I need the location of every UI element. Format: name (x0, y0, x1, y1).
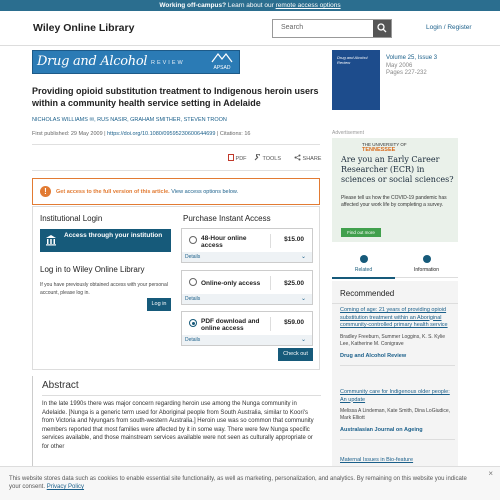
access-through-institution-button[interactable] (40, 229, 171, 252)
tools-label: TOOLS (262, 156, 281, 162)
institutional-login-heading: Institutional Login (40, 214, 103, 223)
university-logo (362, 142, 407, 153)
sidebar-tabs (332, 252, 458, 278)
recommended-item (340, 457, 455, 465)
tab-information[interactable] (395, 255, 458, 273)
wiley-login-text: If you have previously obtained access with your personal account, please log in. (40, 282, 168, 296)
page-range: Pages 227-232 (386, 70, 427, 76)
wiley-login-heading: Log in to Wiley Online Library (40, 265, 145, 274)
univ-name: TENNESSEE (362, 147, 396, 153)
recommended-authors: Bradley Freeburn, Summer Loggins, K. S. Kylie Lee, Katherine M. Conigrave (340, 333, 446, 347)
recommended-title-link[interactable]: Community care for Indigenous older people: An update (340, 389, 450, 403)
share-label: SHARE (302, 156, 322, 162)
purchase-option-online-only[interactable] (181, 270, 313, 305)
tools-button[interactable] (254, 154, 281, 162)
journal-cover[interactable] (332, 50, 380, 110)
recommended-item (340, 307, 455, 366)
purchase-option-pdf[interactable] (181, 311, 313, 346)
advertisement[interactable] (332, 138, 458, 242)
issue-date: May 2006 (386, 62, 413, 69)
recommended-title-link[interactable]: Maternal Issues in Bio-feature (340, 457, 414, 463)
remote-access-text: Learn about our (226, 2, 276, 9)
option-label: 48-Hour online access (201, 235, 247, 249)
search-button[interactable] (373, 20, 391, 37)
ad-question: Are you an Early Career Researcher (ECR) in sciences or social sciences? (341, 155, 454, 184)
option-details-toggle[interactable] (182, 252, 312, 262)
apsad-logo-icon (211, 53, 233, 63)
site-logo[interactable]: Wiley Online Library (33, 22, 135, 34)
first-published: First published: 29 May 2009 (32, 131, 103, 137)
univ-top: THE UNIVERSITY OF (362, 142, 407, 147)
pdf-label: PDF (235, 156, 247, 162)
article-meta: First published: 29 May 2009 | https://doi.org/10.1080/09595230600644699 | Citations: 16 (32, 131, 251, 137)
access-options-panel (32, 206, 320, 370)
search-icon (377, 23, 387, 33)
volume-issue-link[interactable]: Volume 25, Issue 3 (386, 55, 438, 61)
purchase-heading: Purchase Instant Access (183, 214, 271, 223)
recommended-heading: Recommended (340, 289, 395, 298)
access-notice-bold: Get access to the full version of this article. (56, 189, 170, 195)
tab-information-label: Information (413, 267, 439, 273)
details-label: Details (185, 296, 201, 302)
ad-text: Please tell us how the COVID-19 pandemic has affected your work life by completing a survey. (341, 195, 447, 208)
purchase-option-48-hour[interactable] (181, 228, 313, 263)
info-icon: ! (40, 186, 51, 197)
related-icon (360, 255, 368, 263)
institution-icon (45, 234, 57, 246)
abstract-section (32, 376, 320, 466)
institution-button-label: Access through your institution (64, 232, 163, 239)
login-register-link[interactable]: Login / Register (426, 24, 472, 31)
doi-link[interactable]: https://doi.org/10.1080/09595230600644699 (107, 131, 216, 137)
publisher-name: APSAD (213, 65, 231, 71)
cookie-banner (0, 466, 500, 500)
journal-banner-review: REVIEW (151, 60, 185, 66)
privacy-policy-link[interactable]: Privacy Policy (46, 484, 85, 490)
advertisement-label: Advertisement (332, 130, 364, 136)
chevron-down-icon: ⌄ (300, 337, 306, 343)
cookie-message: This website stores data such as cookies to enable essential site functionality, as well as marketing, personalization, and analytics. By remaining on this website you indicate your consent. (9, 476, 467, 490)
pdf-icon (228, 154, 234, 161)
close-icon[interactable]: × (488, 469, 493, 478)
article-authors[interactable]: NICHOLAS WILLIAMS ✉, RUS NASIR, GRAHAM SMITHER, STEVEN TROON (32, 117, 227, 123)
recommended-journal-link[interactable]: Drug and Alcohol Review (340, 352, 407, 359)
access-notice (32, 178, 320, 205)
chevron-down-icon: ⌄ (300, 296, 306, 302)
access-notice-text (56, 189, 238, 195)
radio-online-only[interactable] (189, 278, 197, 286)
details-label: Details (185, 254, 201, 260)
share-button[interactable] (294, 154, 321, 162)
search-input[interactable]: Search (281, 24, 304, 31)
tab-related-label: Related (354, 267, 373, 273)
option-price: $15.00 (284, 236, 304, 243)
search-box[interactable] (272, 19, 392, 38)
divider (32, 144, 320, 145)
option-details-toggle[interactable] (182, 294, 312, 304)
recommended-title-link[interactable]: Coming of age: 21 years of providing opioid substitution treatment within an Aboriginal community-controlled primary health service (340, 307, 448, 328)
journal-banner[interactable] (32, 50, 240, 74)
recommended-item (340, 389, 455, 440)
cookie-text (9, 475, 479, 491)
remote-access-link[interactable]: remote access options (275, 2, 341, 9)
option-price: $25.00 (284, 280, 304, 287)
wrench-icon (254, 154, 261, 161)
tab-related[interactable] (332, 255, 395, 273)
remote-access-bar (0, 0, 500, 11)
divider (32, 170, 320, 171)
issue-info (386, 55, 437, 78)
info-icon (423, 255, 431, 263)
check-out-button[interactable]: Check out (278, 348, 313, 361)
option-label: PDF download and online access (201, 318, 260, 332)
pdf-button[interactable] (228, 154, 247, 162)
recommended-panel (332, 281, 458, 466)
chevron-down-icon: ⌄ (300, 254, 306, 260)
details-label: Details (185, 337, 201, 343)
site-header (0, 11, 500, 46)
article-title: Providing opioid substitution treatment to Indigenous heroin users within a community health service setting in Adelaide (32, 86, 319, 108)
journal-banner-title: Drug and Alcohol (37, 54, 148, 69)
view-access-options-link[interactable]: View access options below. (169, 189, 239, 195)
citations-count[interactable]: Citations: 16 (219, 131, 251, 137)
option-details-toggle[interactable] (182, 335, 312, 345)
option-label: Online-only access (201, 280, 261, 287)
recommended-authors: Melissa A Lindeman, Kate Smith, Dina LoGiudice, Mark Elliott (340, 408, 451, 421)
abstract-heading: Abstract (42, 380, 79, 391)
radio-pdf-selected[interactable] (189, 319, 197, 327)
share-icon (294, 154, 301, 161)
option-price: $59.00 (284, 319, 304, 326)
recommended-journal-link[interactable]: Australasian Journal on Ageing (340, 427, 423, 433)
radio-48-hour[interactable] (189, 236, 197, 244)
cover-title: Drug and Alcohol Review (337, 55, 368, 65)
find-out-more-button[interactable]: Find out more (341, 228, 381, 237)
abstract-text: In the late 1990s there was major concern regarding heroin use among the Nunga community in Adelaide. [Nunga is a generic term used for Aboriginal people from South Australia, similar to Koori's from Victoria and Nyungars from south-western Australia.] Heroin use was so common that community members reported that most families were affected by it in some way. There were few Nunga specific services available, and those mainstream services available were not seen as culturally appropriate or for other (42, 401, 314, 450)
publisher-logo (209, 53, 235, 72)
log-in-button[interactable]: Log in (147, 298, 171, 311)
remote-access-bold: Working off-campus? (159, 2, 227, 9)
